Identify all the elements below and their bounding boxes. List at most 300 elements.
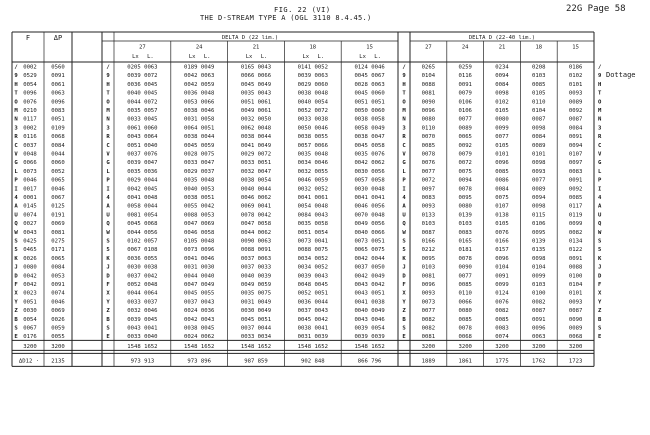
- cell-left-pair: 0024 0036: [184, 308, 215, 315]
- cell-left-pair: 0073 0041: [297, 238, 328, 245]
- cell-delta-p: 0275: [51, 238, 65, 245]
- pair-label-l: L.: [260, 54, 268, 60]
- cell-delta-p: 0096: [51, 99, 65, 106]
- cell-right: 0085: [532, 81, 546, 88]
- row-letter-left: G: [14, 160, 18, 167]
- group-header-left: DELTA D (22 lim.): [221, 35, 279, 41]
- row-letter-right: S: [402, 238, 406, 245]
- cell-left-pair: 0045 0055: [184, 290, 215, 297]
- cell-left-pair: 0058 0044: [127, 203, 158, 210]
- cell-right: 0110: [458, 290, 472, 297]
- cell-left-pair: 0040 0053: [184, 186, 215, 193]
- cell-right: 0078: [458, 186, 472, 193]
- left-subcolumn-header: 15: [366, 44, 373, 51]
- cell-delta-p: 0065: [51, 255, 65, 262]
- cell-delta-p: 0063: [51, 90, 65, 97]
- total-right: 3200: [568, 343, 583, 350]
- pair-label-l: L.: [147, 54, 154, 60]
- cell-right: 0091: [568, 134, 583, 141]
- row-letter-left: I: [14, 186, 18, 193]
- cell-right: 0104: [421, 73, 436, 80]
- row-letter-mid: 5: [106, 247, 110, 254]
- cell-left-pair: 0102 0057: [127, 238, 158, 245]
- cell-right: 0081: [421, 334, 436, 341]
- pair-label-l: L.: [374, 54, 381, 60]
- cell-right: 0166: [421, 238, 436, 245]
- row-letter-far-right: C: [598, 142, 602, 149]
- row-letter-right: S: [402, 325, 406, 332]
- cell-delta-p: 0051: [51, 116, 65, 123]
- row-letter-right: E: [402, 334, 406, 341]
- cell-left-pair: 0039 0045: [127, 316, 158, 323]
- pair-label-lx: Lx: [245, 54, 253, 60]
- cell-right: 0259: [458, 64, 472, 71]
- cell-left-pair: 0046 0056: [354, 203, 385, 210]
- cell-left-pair: 0038 0045: [184, 325, 215, 332]
- cell-right: 0098: [532, 125, 546, 132]
- cell-f: 0001: [23, 195, 37, 201]
- cell-left-pair: 0078 0042: [240, 212, 272, 219]
- cell-left-pair: 0046 0059: [297, 177, 328, 184]
- cell-f: 0042: [23, 273, 37, 280]
- cell-right: 0099: [495, 125, 509, 132]
- cell-right: 0098: [495, 90, 509, 97]
- cell-right: 0068: [458, 334, 472, 341]
- side-note: Dottage: [606, 71, 636, 79]
- cell-f: 0017: [23, 186, 37, 193]
- cell-left-pair: 0035 0048: [297, 151, 328, 158]
- cell-left-pair: 0042 0063: [184, 73, 215, 80]
- delta-delta-p: 2135: [51, 358, 65, 365]
- row-letter-far-right: A: [598, 203, 602, 210]
- cell-left-pair: 0052 0051: [297, 290, 328, 297]
- row-letter-left: S: [14, 238, 18, 245]
- cell-right: 0092: [458, 142, 472, 149]
- cell-right: 0085: [568, 195, 583, 201]
- cell-right: 0099: [532, 273, 546, 280]
- row-letter-far-right: /: [598, 64, 602, 71]
- row-letter-left: 3: [14, 125, 18, 132]
- row-letter-left: O: [14, 99, 18, 106]
- cell-left-pair: 0044 0056: [127, 229, 158, 236]
- cell-right: 0077: [421, 308, 436, 315]
- row-letter-far-right: F: [598, 282, 602, 288]
- cell-right: 0077: [421, 168, 436, 175]
- cell-right: 0103: [532, 73, 546, 80]
- cell-f: 0054: [23, 81, 37, 88]
- cell-left-pair: 0031 0039: [297, 334, 328, 341]
- row-letter-mid: V: [106, 151, 110, 158]
- row-letter-right: F: [402, 282, 406, 288]
- cell-right: 0098: [532, 160, 546, 167]
- column-header-delta-p: ΔP: [53, 34, 63, 42]
- cell-right: 0095: [421, 255, 436, 262]
- cell-right: 0103: [458, 221, 472, 228]
- row-letter-far-right: U: [598, 212, 602, 219]
- cell-right: 0091: [568, 255, 583, 262]
- row-letter-left: 5: [14, 247, 18, 254]
- cell-delta-p: 0081: [51, 229, 65, 236]
- cell-f: 0026: [23, 255, 37, 262]
- cell-left-pair: 0029 0060: [297, 81, 328, 88]
- cell-delta-p: 0083: [51, 108, 65, 114]
- cell-left-pair: 0073 0096: [184, 247, 215, 254]
- cell-right: 0079: [458, 90, 472, 97]
- row-letter-far-right: H: [598, 81, 602, 88]
- cell-left-pair: 0037 0043: [297, 308, 328, 315]
- cell-left-pair: 0028 0075: [184, 151, 215, 158]
- cell-right: 0093: [568, 299, 583, 306]
- cell-right: 0090: [458, 264, 472, 271]
- row-letter-mid: Y: [106, 299, 110, 306]
- cell-right: 0091: [458, 81, 472, 88]
- cell-f: 0116: [23, 134, 37, 141]
- row-letter-left: E: [14, 334, 18, 341]
- cell-f: 0002: [23, 64, 37, 71]
- cell-right: 0068: [568, 334, 583, 341]
- row-letter-far-right: L: [598, 168, 602, 175]
- cell-right: 0089: [532, 142, 546, 149]
- cell-right: 0087: [568, 116, 583, 123]
- cell-left-pair: 0040 0045: [127, 90, 158, 97]
- cell-left-pair: 0045 0058: [354, 142, 385, 149]
- cell-delta-p: 0091: [51, 282, 65, 288]
- row-letter-right: M: [402, 108, 406, 114]
- row-letter-mid: J: [106, 264, 110, 271]
- cell-left-pair: 0039 0063: [297, 73, 328, 80]
- cell-left-pair: 0045 0042: [297, 316, 328, 323]
- cell-right: 0072: [421, 177, 436, 184]
- cell-right: 0094: [458, 177, 472, 184]
- row-letter-right: O: [402, 99, 406, 106]
- cell-left-pair: 0039 0054: [354, 325, 385, 332]
- cell-left-pair: 0049 0061: [240, 108, 272, 114]
- row-letter-left: 9: [14, 73, 18, 80]
- cell-left-pair: 0040 0054: [297, 99, 328, 106]
- cell-left-pair: 0041 0038: [354, 299, 385, 306]
- cell-right: 0105: [532, 90, 546, 97]
- row-letter-mid: 9: [106, 73, 110, 80]
- cell-left-pair: 0050 0046: [297, 125, 328, 132]
- cell-right: 0077: [495, 134, 509, 141]
- row-letter-left: Q: [14, 221, 18, 228]
- row-letter-mid: L: [106, 168, 110, 175]
- cell-left-pair: 0058 0049: [354, 125, 385, 132]
- cell-left-pair: 0038 0051: [184, 195, 215, 201]
- cell-right: 0101: [532, 151, 546, 158]
- cell-f: 0117: [23, 116, 37, 123]
- cell-left-pair: 0038 0058: [354, 116, 385, 123]
- cell-left-pair: 0189 0049: [184, 64, 215, 71]
- cell-right: 0107: [495, 203, 509, 210]
- cell-right: 0075: [495, 195, 509, 201]
- cell-f: 0027: [23, 221, 37, 228]
- row-letter-left: M: [14, 108, 18, 114]
- row-letter-far-right: R: [598, 134, 602, 141]
- cell-left-pair: 0055 0042: [184, 203, 215, 210]
- cell-delta-p: 0044: [51, 151, 65, 158]
- row-letter-right: 5: [402, 247, 406, 254]
- group-header-right: DELTA D (22-40 lim.): [468, 35, 536, 41]
- row-letter-far-right: G: [598, 160, 602, 167]
- cell-right: 0089: [458, 125, 472, 132]
- cell-right: 0082: [568, 229, 583, 236]
- cell-left-pair: 0088 0053: [184, 212, 215, 219]
- row-letter-mid: X: [106, 290, 110, 297]
- cell-right: 0135: [532, 247, 546, 254]
- cell-right: 0104: [532, 264, 546, 271]
- cell-left-pair: 0030 0049: [240, 308, 272, 315]
- cell-right: 0090: [421, 99, 436, 106]
- pair-label-lx: Lx: [359, 54, 366, 60]
- cell-right: 0088: [568, 264, 583, 271]
- cell-right: 0078: [458, 255, 472, 262]
- cell-left-pair: 0051 0051: [354, 99, 385, 106]
- cell-left-pair: 0030 0038: [127, 264, 158, 271]
- pair-label-lx: Lx: [302, 54, 310, 60]
- cell-right: 0091: [495, 273, 509, 280]
- cell-right: 0091: [568, 177, 583, 184]
- row-letter-right: T: [402, 90, 406, 97]
- cell-left-pair: 0033 0037: [127, 299, 158, 306]
- cell-right: 0134: [568, 238, 583, 245]
- cell-left-pair: 0038 0044: [184, 134, 215, 141]
- cell-left-pair: 0035 0036: [127, 168, 158, 175]
- cell-left-pair: 0048 0045: [297, 282, 328, 288]
- cell-delta-p: 0067: [51, 195, 65, 201]
- cell-left-pair: 0052 0072: [297, 108, 328, 114]
- right-subcolumn-header: 15: [572, 44, 579, 51]
- delta-right: 1762: [532, 358, 546, 365]
- cell-right: 0093: [421, 203, 436, 210]
- delta-right: 1889: [421, 358, 436, 365]
- total-left-pair: 1548 1652: [240, 343, 272, 350]
- row-letter-far-right: S: [598, 325, 602, 332]
- cell-left-pair: 0084 0043: [297, 212, 328, 219]
- row-letter-far-right: S: [598, 238, 602, 245]
- cell-left-pair: 0043 0042: [354, 282, 385, 288]
- cell-delta-p: 0053: [51, 273, 65, 280]
- cell-right: 0081: [421, 90, 436, 97]
- cell-left-pair: 0035 0043: [240, 90, 272, 97]
- cell-right: 0096: [421, 282, 436, 288]
- cell-left-pair: 0037 0044: [240, 325, 272, 332]
- cell-left-pair: 0047 0058: [240, 221, 272, 228]
- cell-left-pair: 0165 0043: [240, 64, 272, 71]
- cell-right: 0080: [458, 203, 472, 210]
- cell-delta-p: 0069: [51, 308, 65, 315]
- cell-left-pair: 0066 0066: [240, 73, 272, 80]
- cell-f: 0051: [23, 299, 37, 306]
- cell-right: 0186: [568, 64, 583, 71]
- cell-left-pair: 0041 0061: [297, 195, 328, 201]
- delta-row-label: ΔD12 ·: [18, 358, 40, 365]
- cell-left-pair: 0037 0033: [240, 264, 272, 271]
- cell-right: 0077: [458, 273, 472, 280]
- cell-left-pair: 0040 0066: [354, 229, 385, 236]
- cell-right: 0103: [532, 282, 546, 288]
- cell-f: 0046: [23, 177, 37, 184]
- cell-right: 0089: [568, 99, 583, 106]
- row-letter-right: C: [402, 142, 406, 149]
- row-letter-far-right: J: [598, 264, 602, 271]
- cell-left-pair: 0031 0058: [184, 116, 215, 123]
- row-letter-far-right: N: [598, 116, 602, 123]
- right-subcolumn-header: 27: [425, 44, 432, 51]
- cell-left-pair: 0045 0051: [240, 316, 272, 323]
- cell-left-pair: 0035 0057: [127, 108, 158, 114]
- cell-right: 0101: [568, 290, 583, 297]
- cell-left-pair: 0039 0047: [127, 160, 158, 167]
- cell-left-pair: 0036 0048: [184, 90, 215, 97]
- row-letter-left: 4: [14, 195, 18, 201]
- cell-right: 0089: [532, 186, 546, 193]
- cell-left-pair: 0038 0047: [354, 134, 385, 141]
- cell-right: 0124: [495, 290, 509, 297]
- cell-left-pair: 0031 0049: [240, 299, 272, 306]
- cell-left-pair: 0047 0069: [184, 221, 215, 228]
- cell-right: 0102: [568, 73, 583, 80]
- cell-left-pair: 0032 0052: [297, 186, 328, 193]
- cell-left-pair: 0033 0051: [240, 160, 272, 167]
- cell-left-pair: 0045 0049: [240, 81, 272, 88]
- cell-left-pair: 0033 0034: [240, 334, 272, 341]
- cell-right: 0084: [495, 81, 509, 88]
- cell-f: 0067: [23, 325, 37, 332]
- delta-right: 1775: [495, 358, 509, 365]
- cell-left-pair: 0051 0061: [240, 99, 272, 106]
- cell-right: 0098: [532, 255, 546, 262]
- cell-right: 0166: [495, 238, 509, 245]
- row-letter-left: T: [14, 90, 18, 97]
- row-letter-far-right: B: [598, 316, 602, 323]
- cell-left-pair: 0088 0075: [297, 247, 328, 254]
- cell-left-pair: 0070 0048: [354, 212, 385, 219]
- cell-right: 0076: [495, 229, 509, 236]
- cell-delta-p: 0026: [51, 316, 65, 323]
- delta-left-pair: 973 913: [130, 358, 155, 365]
- cell-f: 0465: [23, 247, 37, 254]
- cell-right: 0087: [532, 308, 546, 315]
- cell-right: 0234: [495, 64, 509, 71]
- cell-left-pair: 0040 0039: [240, 273, 272, 280]
- row-letter-mid: N: [106, 116, 110, 123]
- row-letter-right: Z: [402, 308, 406, 315]
- cell-left-pair: 0050 0060: [354, 108, 385, 114]
- cell-left-pair: 0029 0072: [240, 151, 272, 158]
- cell-left-pair: 0067 0108: [127, 247, 158, 254]
- row-letter-right: H: [402, 81, 406, 88]
- delta-left-pair: 902 848: [301, 358, 325, 365]
- cell-delta-p: 0046: [51, 186, 65, 193]
- row-letter-mid: W: [106, 229, 110, 236]
- cell-left-pair: 0033 0038: [297, 116, 328, 123]
- cell-right: 0091: [532, 316, 546, 323]
- cell-f: 0048: [23, 151, 37, 158]
- row-letter-mid: Z: [106, 308, 110, 315]
- cell-left-pair: 0039 0043: [297, 273, 328, 280]
- row-letter-left: D: [14, 273, 18, 280]
- cell-left-pair: 0038 0055: [297, 134, 328, 141]
- cell-f: 0023: [23, 290, 37, 297]
- row-letter-far-right: M: [598, 108, 602, 114]
- cell-left-pair: 0028 0063: [354, 81, 385, 88]
- cell-right: 0082: [421, 325, 436, 332]
- cell-left-pair: 0043 0064: [127, 134, 158, 141]
- cell-delta-p: 0060: [51, 160, 65, 167]
- cell-right: 0115: [532, 212, 546, 219]
- row-letter-right: 4: [402, 195, 406, 201]
- cell-f: 0037: [23, 142, 37, 149]
- row-letter-left: N: [14, 116, 18, 123]
- cell-right: 0090: [568, 316, 583, 323]
- cell-left-pair: 0044 0062: [240, 229, 272, 236]
- row-letter-right: X: [402, 290, 406, 297]
- cell-left-pair: 0141 0052: [297, 64, 328, 71]
- row-letter-right: D: [402, 273, 406, 280]
- cell-left-pair: 0034 0046: [297, 160, 328, 167]
- row-letter-left: L: [14, 168, 18, 175]
- cell-right: 0092: [568, 186, 583, 193]
- cell-right: 0095: [532, 229, 546, 236]
- cell-left-pair: 0090 0063: [240, 238, 272, 245]
- cell-left-pair: 0029 0037: [184, 168, 215, 175]
- cell-left-pair: 0038 0048: [297, 90, 328, 97]
- cell-right: 0093: [568, 90, 583, 97]
- cell-right: 0103: [421, 221, 436, 228]
- cell-right: 0080: [421, 116, 436, 123]
- row-letter-mid: K: [106, 255, 110, 262]
- cell-left-pair: 0124 0046: [354, 64, 385, 71]
- cell-right: 0181: [458, 247, 472, 254]
- cell-left-pair: 0037 0043: [184, 299, 215, 306]
- cell-right: 0102: [495, 99, 509, 106]
- left-subcolumn-header: 27: [139, 44, 146, 51]
- cell-f: 0080: [23, 264, 37, 271]
- total-delta-p: 3200: [51, 343, 65, 350]
- row-letter-mid: A: [106, 203, 110, 210]
- cell-right: 0110: [421, 125, 436, 132]
- row-letter-left: J: [14, 264, 18, 271]
- cell-right: 0106: [532, 221, 546, 228]
- cell-delta-p: 0560: [51, 64, 65, 71]
- cell-delta-p: 0109: [51, 125, 65, 132]
- cell-left-pair: 0042 0059: [184, 81, 215, 88]
- row-letter-right: 3: [402, 125, 406, 132]
- cell-right: 0116: [458, 73, 472, 80]
- cell-left-pair: 0024 0062: [184, 334, 215, 341]
- row-letter-far-right: O: [598, 99, 602, 106]
- cell-left-pair: 0045 0059: [184, 142, 215, 149]
- cell-left-pair: 0043 0046: [354, 316, 385, 323]
- row-letter-right: I: [402, 186, 406, 193]
- row-letter-right: U: [402, 212, 406, 219]
- delta-right: 1723: [568, 358, 583, 365]
- cell-right: 0101: [495, 151, 509, 158]
- row-letter-left: P: [14, 177, 18, 184]
- cell-left-pair: 0064 0051: [184, 125, 215, 132]
- cell-right: 0105: [495, 221, 509, 228]
- cell-f: 0066: [23, 160, 37, 167]
- row-letter-mid: Q: [106, 221, 110, 228]
- row-letter-far-right: I: [598, 186, 602, 193]
- cell-left-pair: 0038 0054: [240, 177, 272, 184]
- cell-delta-p: 0074: [51, 290, 65, 297]
- cell-right: 0103: [421, 264, 436, 271]
- row-letter-left: /: [14, 64, 18, 71]
- cell-left-pair: 0052 0048: [127, 282, 158, 288]
- pair-label-l: L.: [203, 54, 211, 60]
